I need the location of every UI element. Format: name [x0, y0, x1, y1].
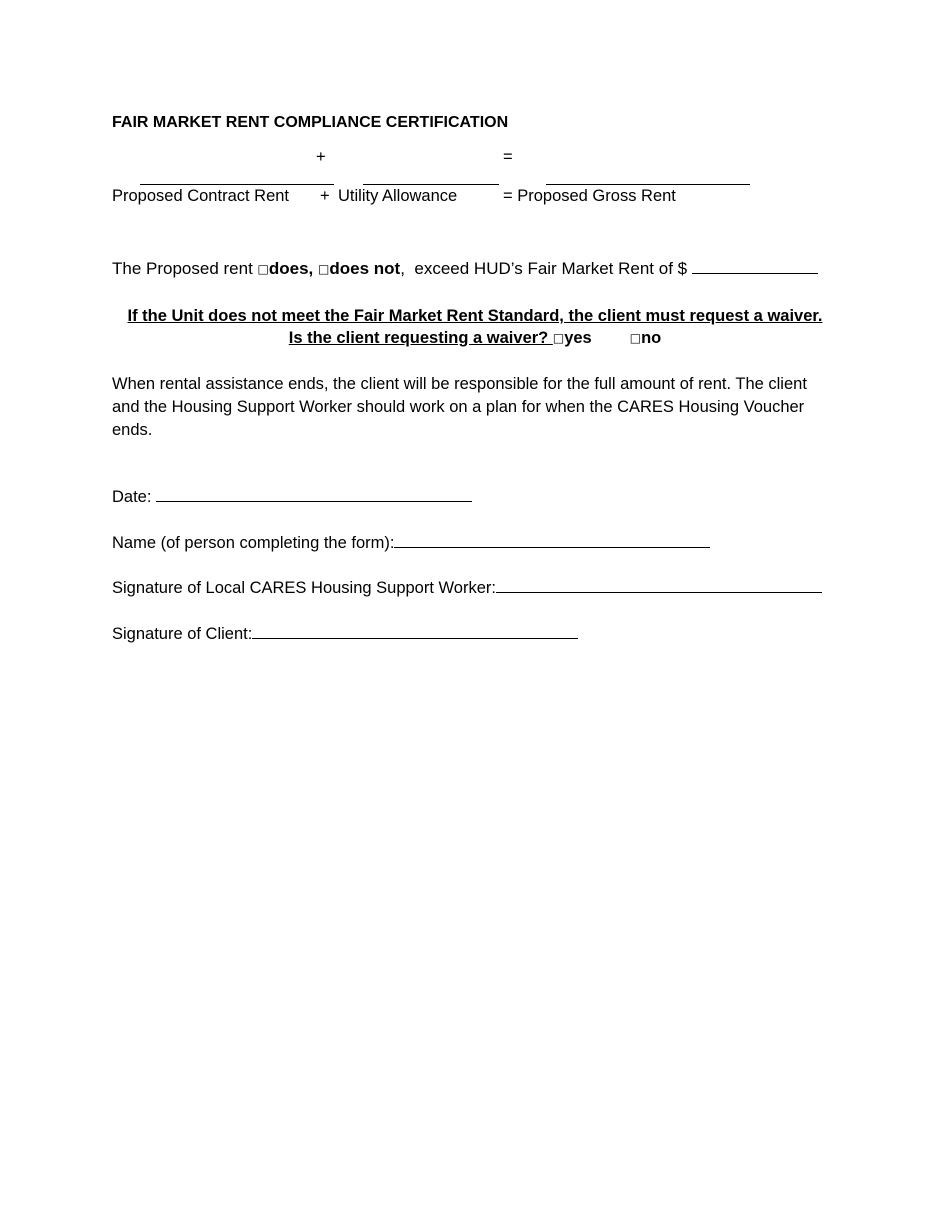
equals-sign: =: [503, 148, 513, 166]
waiver-yes-label: yes: [564, 329, 592, 347]
plus-sign: +: [316, 148, 326, 166]
plus-label: +: [320, 187, 330, 205]
gross-rent-label: = Proposed Gross Rent: [503, 187, 676, 205]
waiver-question-row: [112, 327, 838, 350]
does-label: does,: [268, 259, 314, 278]
waiver-notice: [112, 305, 838, 327]
does-not-checkbox[interactable]: □: [318, 262, 330, 276]
worker-signature-field[interactable]: [496, 578, 822, 593]
date-row: [112, 487, 472, 507]
utility-allowance-label: Utility Allowance: [338, 187, 458, 205]
rent-calculation-labels: [112, 186, 732, 306]
waiver-no-label: no: [641, 329, 662, 347]
name-row: [112, 533, 710, 553]
waiver-no-checkbox[interactable]: □: [629, 331, 642, 345]
proposed-rent-prefix: The Proposed rent: [112, 259, 258, 278]
date-field[interactable]: [156, 487, 472, 502]
does-not-label: does not: [329, 259, 401, 278]
date-label: Date:: [112, 488, 157, 506]
client-signature-row: [112, 624, 578, 644]
contract-rent-label: Proposed Contract Rent: [112, 187, 290, 205]
client-signature-field[interactable]: [252, 624, 578, 639]
responsibility-paragraph: When rental assistance ends, the client will be responsible for the full amount of rent. The client and the Housing Support Worker should work on a plan for when the CARES Housing Voucher ends.: [112, 375, 807, 439]
proposed-rent-statement: [112, 259, 818, 280]
gross-rent-field[interactable]: [546, 170, 750, 185]
name-field[interactable]: [394, 533, 710, 548]
worker-signature-label: Signature of Local CARES Housing Support Worker:: [112, 579, 496, 597]
fair-market-rent-field[interactable]: [692, 259, 818, 274]
contract-rent-field[interactable]: [140, 170, 334, 185]
waiver-yes-checkbox[interactable]: □: [552, 331, 565, 345]
proposed-rent-suffix: , exceed HUD’s Fair Market Rent of $: [400, 259, 692, 278]
name-label: Name (of person completing the form):: [112, 534, 395, 552]
worker-signature-row: [112, 578, 822, 598]
does-checkbox[interactable]: □: [257, 262, 269, 276]
form-title: FAIR MARKET RENT COMPLIANCE CERTIFICATION: [112, 114, 509, 131]
utility-allowance-field[interactable]: [363, 170, 499, 185]
waiver-question: Is the client requesting a waiver?: [288, 329, 553, 347]
waiver-notice-text: If the Unit does not meet the Fair Market Rent Standard, the client must request a waiver.: [127, 307, 823, 325]
client-signature-label: Signature of Client:: [112, 625, 253, 643]
